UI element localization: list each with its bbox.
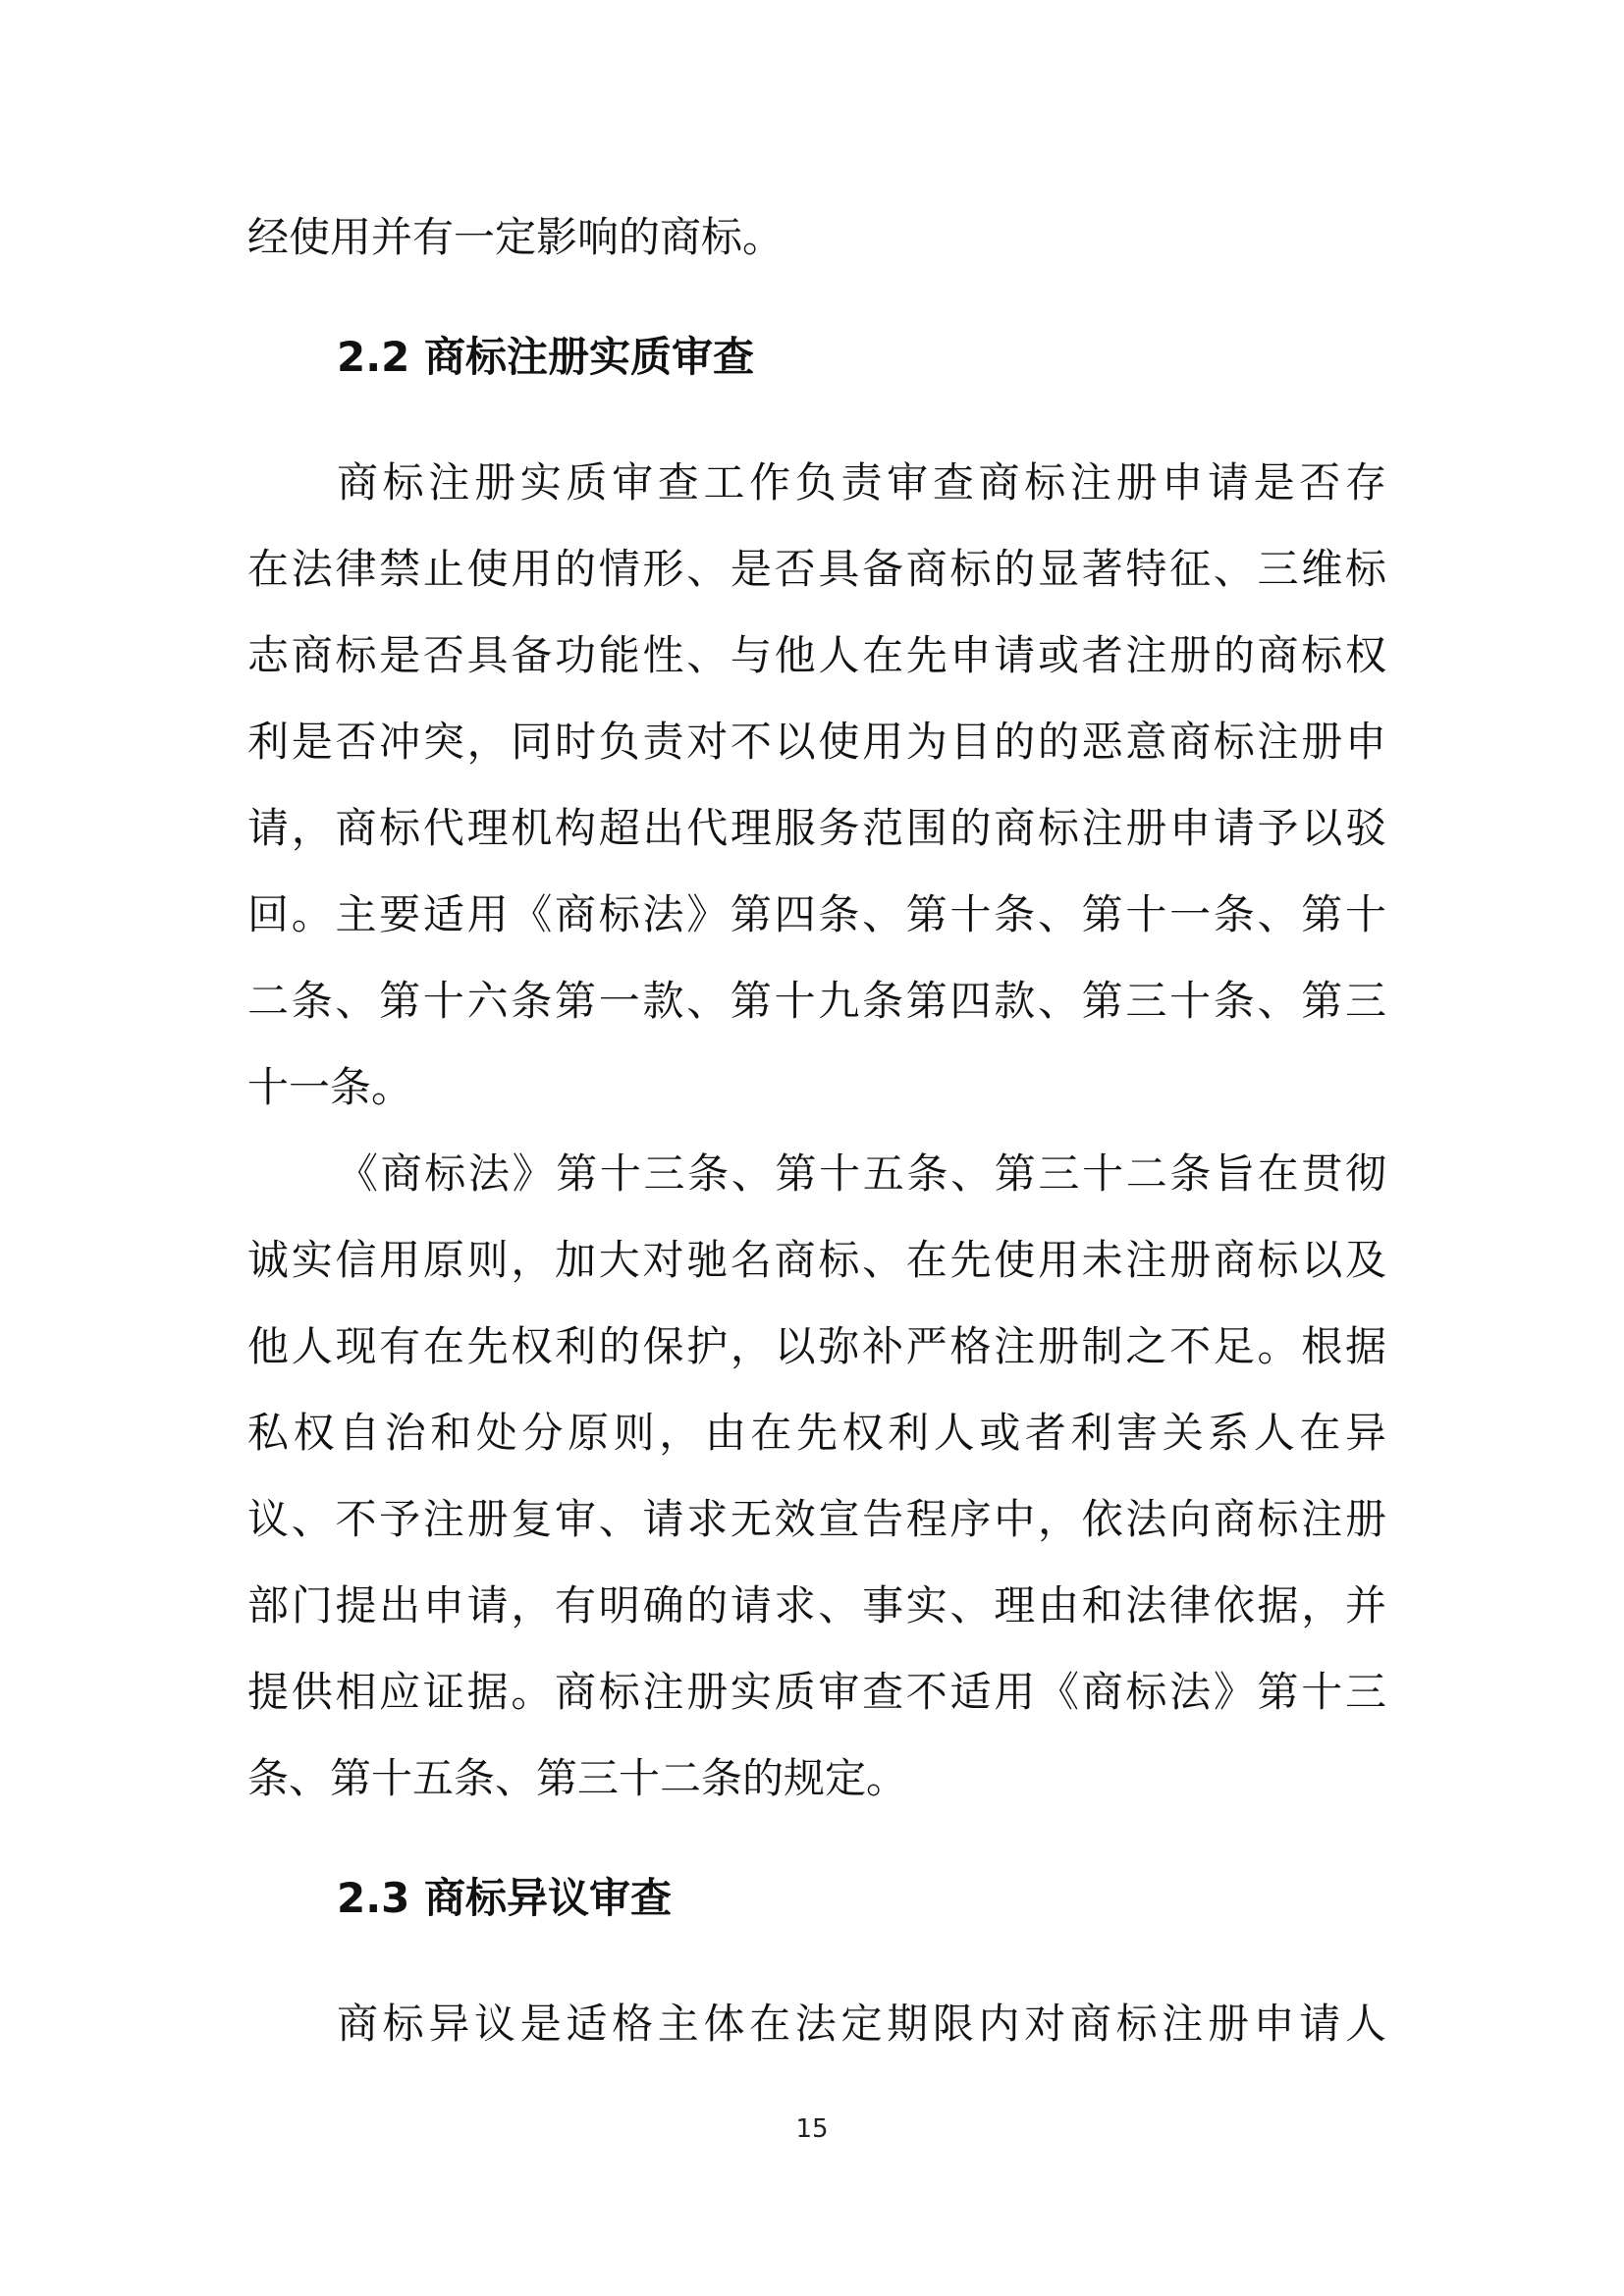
paragraph-line: 提供相应证据。商标注册实质审查不适用《商标法》第十三 xyxy=(247,1668,1386,1716)
paragraph-line: 部门提出申请，有明确的请求、事实、理由和法律依据，并 xyxy=(247,1581,1386,1629)
paragraph-line: 在法律禁止使用的情形、是否具备商标的显著特征、三维标 xyxy=(247,545,1386,593)
paragraph-line: 条、第十五条、第三十二条的规定。 xyxy=(247,1754,908,1802)
paragraph-line: 商标异议是适格主体在法定期限内对商标注册申请人 xyxy=(337,2000,1386,2048)
paragraph-line: 请，商标代理机构超出代理服务范围的商标注册申请予以驳 xyxy=(247,804,1386,852)
paragraph-line: 经使用并有一定影响的商标。 xyxy=(247,213,785,261)
paragraph-line: 议、不予注册复审、请求无效宣告程序中，依法向商标注册 xyxy=(247,1495,1386,1543)
paragraph-line: 私权自治和处分原则，由在先权利人或者利害关系人在异 xyxy=(247,1409,1386,1457)
paragraph-line: 商标注册实质审查工作负责审查商标注册申请是否存 xyxy=(337,458,1386,507)
paragraph-line: 诚实信用原则，加大对驰名商标、在先使用未注册商标以及 xyxy=(247,1236,1386,1284)
page-number: 15 xyxy=(795,2114,829,2144)
paragraph-line: 《商标法》第十三条、第十五条、第三十二条旨在贯彻 xyxy=(337,1149,1386,1198)
paragraph-line: 利是否冲突，同时负责对不以使用为目的的恶意商标注册申 xyxy=(247,718,1386,766)
section-heading-2-2: 2.2 商标注册实质审查 xyxy=(337,333,755,381)
section-heading-2-3: 2.3 商标异议审查 xyxy=(337,1874,673,1922)
paragraph-line: 志商标是否具备功能性、与他人在先申请或者注册的商标权 xyxy=(247,631,1386,679)
paragraph-line: 他人现有在先权利的保护，以弥补严格注册制之不足。根据 xyxy=(247,1322,1386,1370)
paragraph-line: 二条、第十六条第一款、第十九条第四款、第三十条、第三 xyxy=(247,977,1386,1025)
paragraph-line: 回。主要适用《商标法》第四条、第十条、第十一条、第十 xyxy=(247,890,1386,938)
paragraph-line: 十一条。 xyxy=(247,1063,413,1111)
